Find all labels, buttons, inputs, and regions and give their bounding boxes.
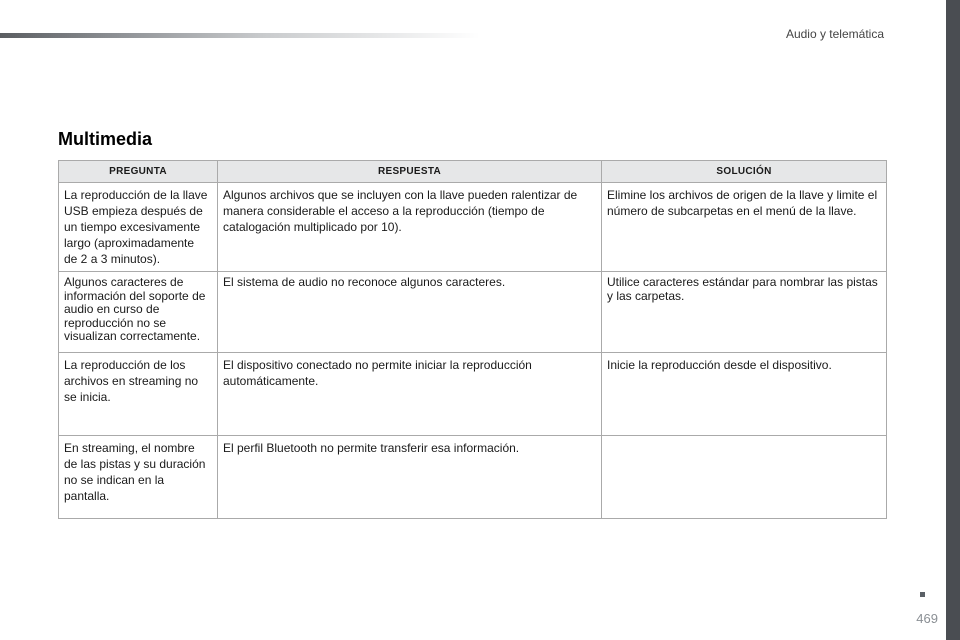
header-gradient-bar: [0, 33, 480, 38]
answer-cell: El perfil Bluetooth no permite transferir esa información.: [218, 436, 602, 519]
page-edge-bar: [946, 0, 960, 640]
faq-table: [58, 160, 887, 519]
table-row: [59, 353, 887, 436]
answer-cell: El sistema de audio no reconoce algunos caracteres.: [218, 272, 602, 353]
solution-cell: [602, 436, 887, 519]
answer-cell: El dispositivo conectado no permite iniciar la reproducción automáticamente.: [218, 353, 602, 436]
question-cell: La reproducción de los archivos en streaming no se inicia.: [59, 353, 218, 436]
table-row: [59, 272, 887, 353]
section-label: Audio y telemática: [785, 27, 884, 41]
column-header-solution: SOLUCIÓN: [602, 161, 887, 183]
question-cell: Algunos caracteres de información del soporte de audio en curso de reproducción no se visualizan correctamente.: [59, 272, 218, 353]
table-row: [59, 436, 887, 519]
question-cell: En streaming, el nombre de las pistas y su duración no se indican en la pantalla.: [59, 436, 218, 519]
page-title: Multimedia: [58, 129, 153, 149]
table-header-row: [59, 161, 887, 183]
solution-cell: Utilice caracteres estándar para nombrar las pistas y las carpetas.: [602, 272, 887, 353]
table-row: [59, 183, 887, 272]
page-number: 469: [916, 611, 938, 626]
column-header-answer: RESPUESTA: [218, 161, 602, 183]
column-header-question: PREGUNTA: [59, 161, 218, 183]
answer-cell: Algunos archivos que se incluyen con la llave pueden ralentizar de manera considerable el acceso a la reproducción (tiempo de catalogación multiplicado por 10).: [218, 183, 602, 272]
question-cell: La reproducción de la llave USB empieza después de un tiempo excesivamente largo (aproximadamente de 2 a 3 minutos).: [59, 183, 218, 272]
solution-cell: Elimine los archivos de origen de la llave y limite el número de subcarpetas en el menú de la llave.: [602, 183, 887, 272]
solution-cell: Inicie la reproducción desde el dispositivo.: [602, 353, 887, 436]
page-marker-dot: [920, 592, 925, 597]
